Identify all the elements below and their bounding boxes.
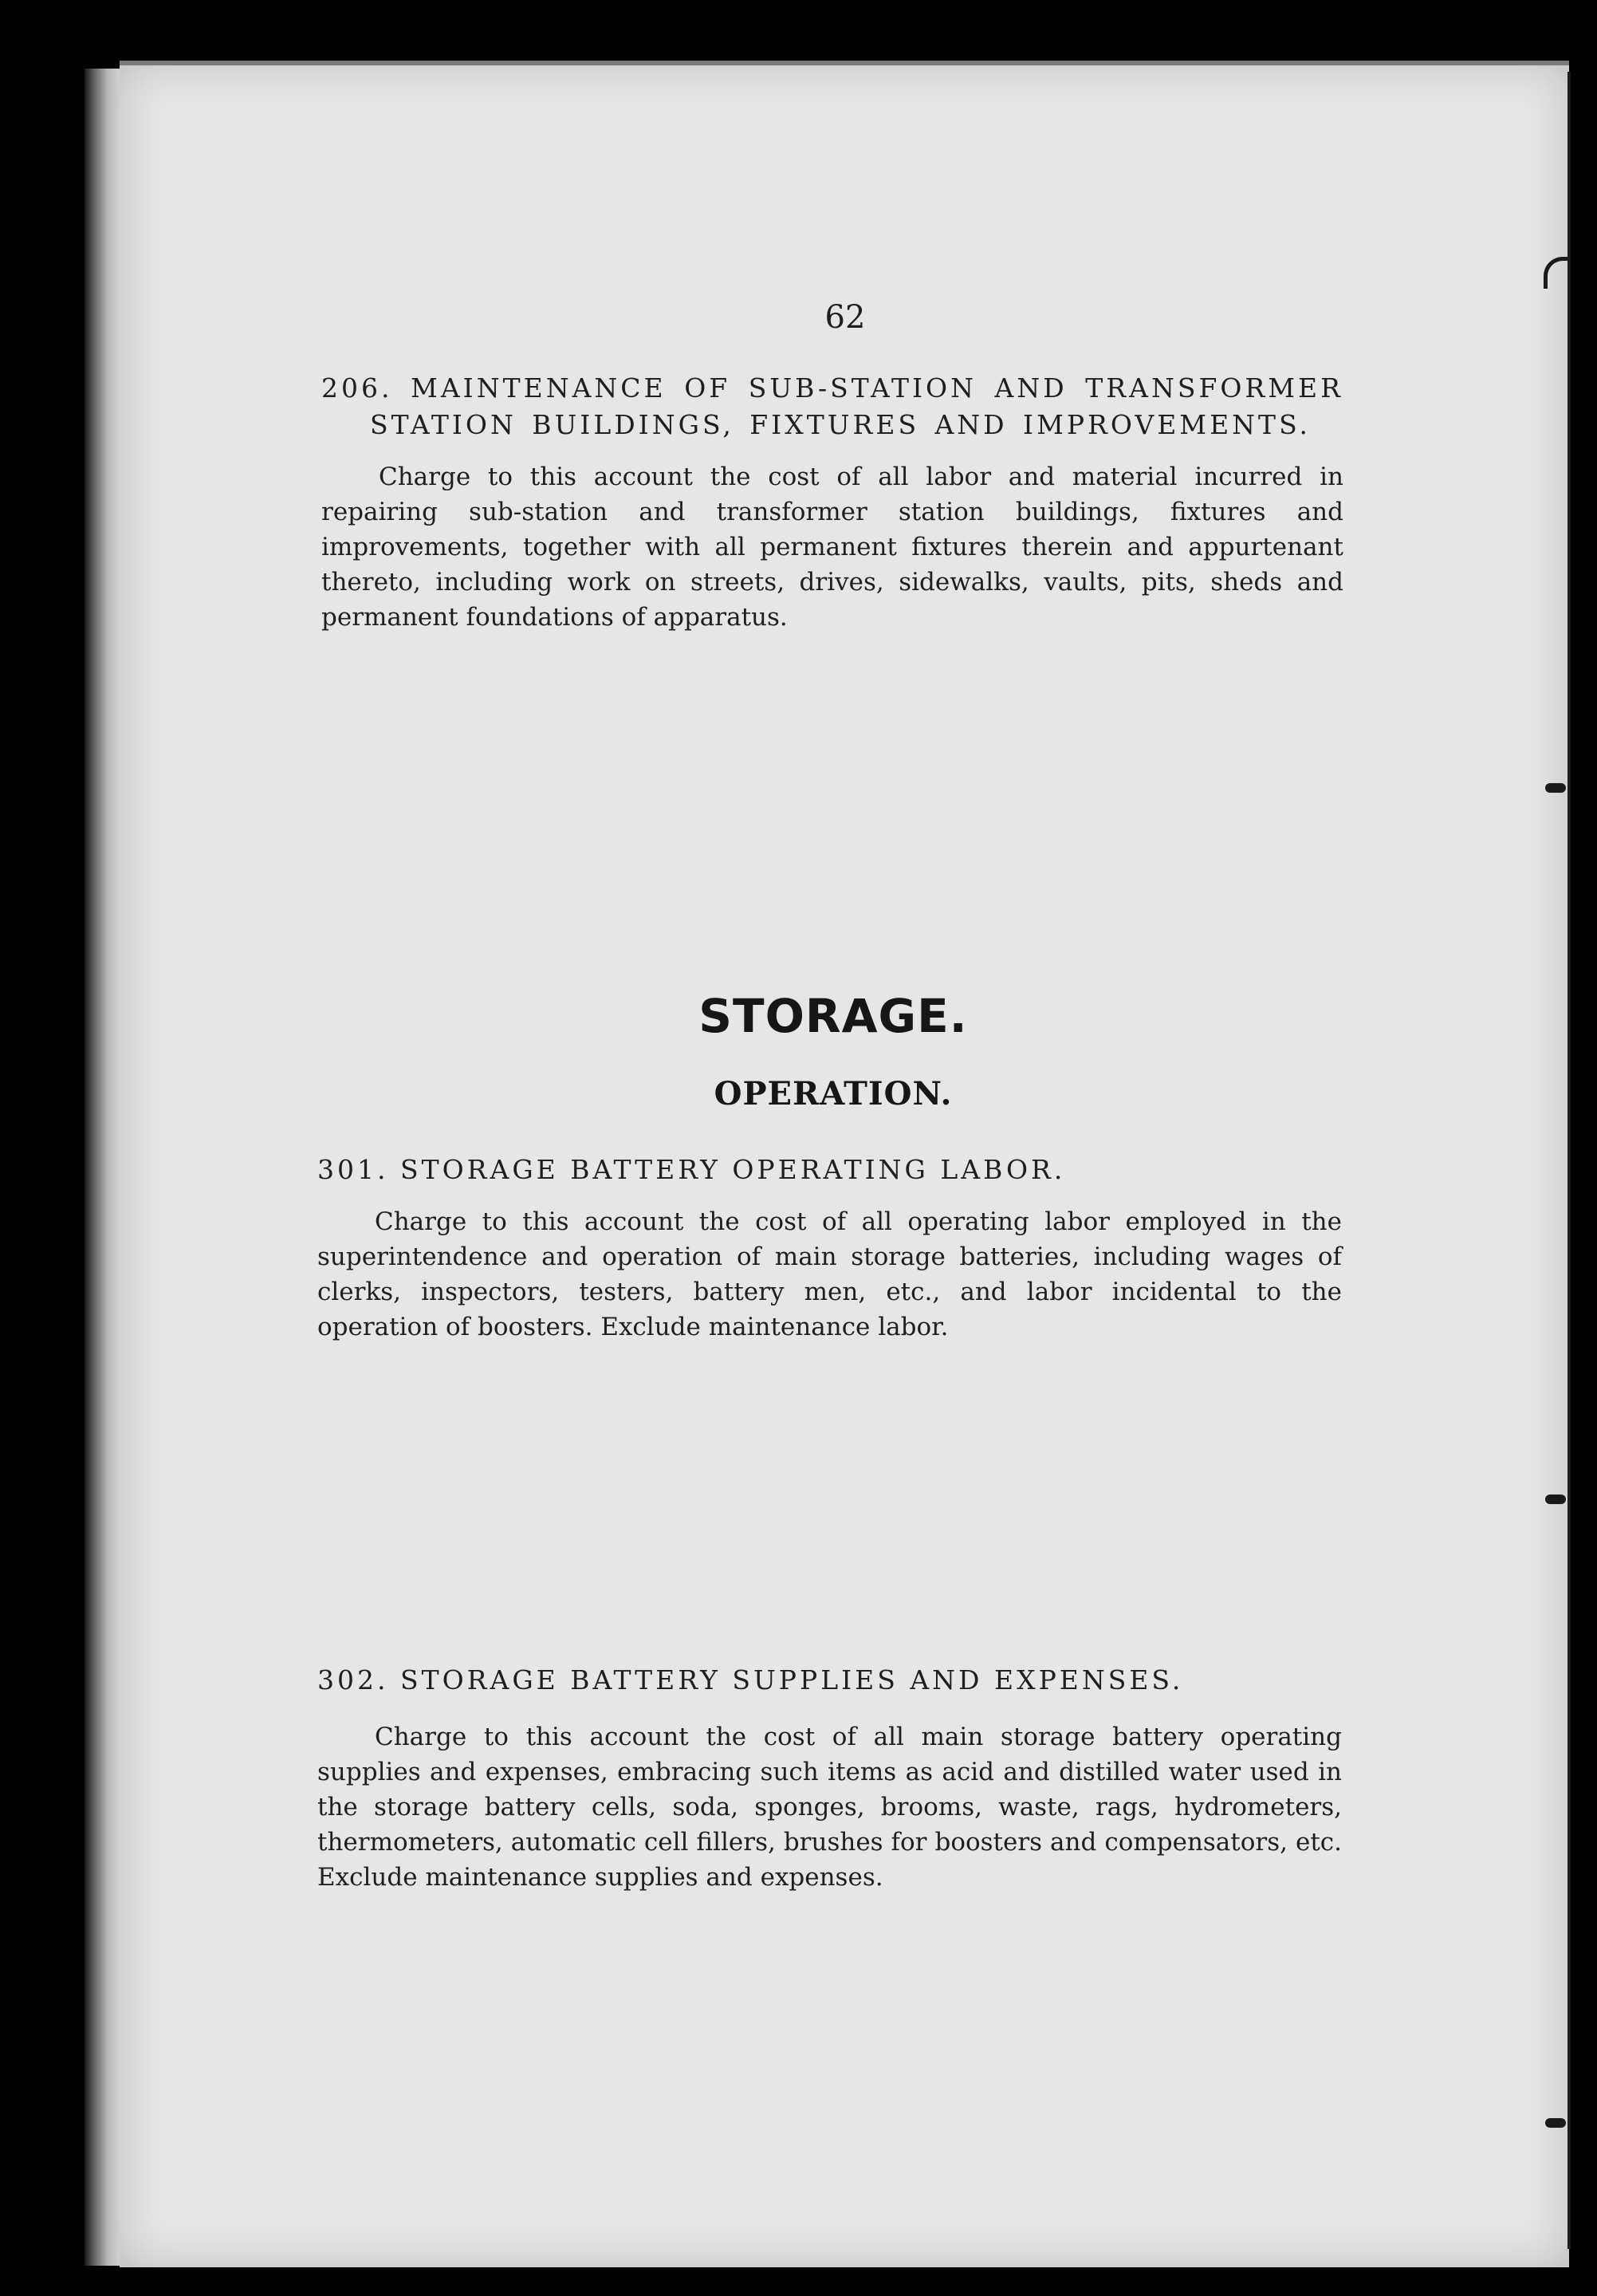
operation-subtitle: OPERATION. (714, 1075, 953, 1113)
page-number: 62 (824, 299, 866, 336)
page-top-edge (120, 61, 1569, 65)
section-301-heading: 301. STORAGE BATTERY OPERATING LABOR. (317, 1154, 1066, 1185)
right-margin-rule (1567, 72, 1571, 2249)
section-302-heading: 302. STORAGE BATTERY SUPPLIES AND EXPENSES. (317, 1664, 1184, 1695)
section-301-body: Charge to this account the cost of all operating labor employed in the superintendence and operation of main storage batteries, including wages of clerks, inspectors, testers, battery men, etc., and labor incidental to the operation of boosters. Exclude maintenance labor. (317, 1207, 1342, 1341)
section-302-body: Charge to this account the cost of all main storage battery operating supplies and expenses, embracing such items as acid and distilled water used in the storage battery cells, soda, sponges, brooms, waste, rags, hydrometers, thermometers, automatic cell fillers, brushes for boosters and compensators, etc. Exclude maintenance supplies and expenses. (317, 1723, 1342, 1892)
section-206-heading-line2: STATION BUILDINGS, FIXTURES AND IMPROVEMENTS. (370, 409, 1311, 440)
section-206-heading-line1: 206. MAINTENANCE OF SUB-STATION AND TRANSFORMER (321, 372, 1343, 404)
book-binding-edge (85, 69, 123, 2266)
storage-section-title: STORAGE. (698, 989, 968, 1043)
section-206-body: Charge to this account the cost of all labor and material incurred in repairing sub-station and transformer station buildings, fixtures and improvements, together with all permanent fixtures therein and appurtenant thereto, including work on streets, drives, sidewalks, vaults, pits, sheds and permanent foundations of apparatus. (321, 463, 1343, 632)
